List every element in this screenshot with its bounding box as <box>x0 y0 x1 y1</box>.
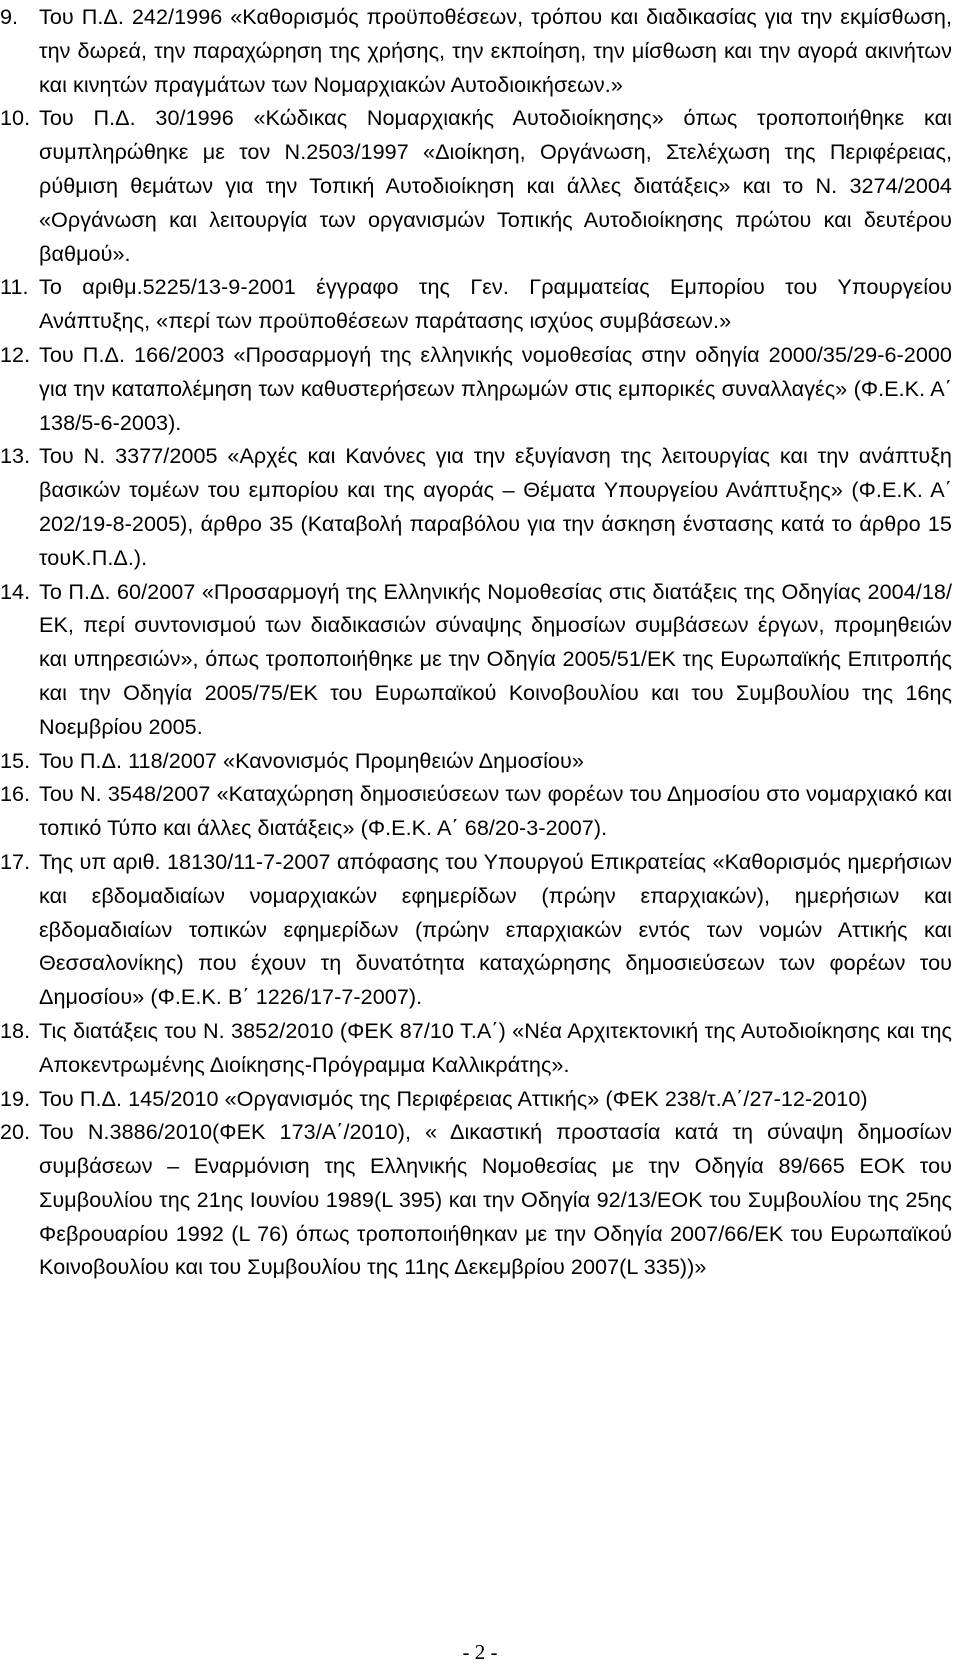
item-number: 14. <box>0 578 31 604</box>
item-number: 18. <box>0 1017 31 1043</box>
item-number: 12. <box>0 341 31 367</box>
item-text: Του Ν.3886/2010(ΦΕΚ 173/Α΄/2010), « Δικαστική προστασία κατά τη σύναψη δημοσίων συμβάσεων – Εναρμόνιση της Ελληνικής Νομοθεσίας με την Οδηγία 89/665 ΕΟΚ του Συμβουλίου της 21ης Ιουνίου 1989(L 395) και την Οδηγία 92/13/ΕΟΚ του Συμβουλίου της 25ης Φεβρουαρίου 1992 (L 76) όπως τροποποιήθηκαν με την Οδηγία 2007/66/ΕΚ του Ευρωπαϊκού Κοινοβουλίου και του Συμβουλίου της 11ης Δεκεμβρίου 2007(L 335))» <box>39 1119 952 1280</box>
item-number: 16. <box>0 781 31 807</box>
item-number: 19. <box>0 1085 31 1111</box>
item-number: 13. <box>0 443 31 469</box>
list-item <box>0 439 960 574</box>
item-number: 11. <box>0 274 29 300</box>
list-item <box>0 1014 960 1082</box>
item-text: Του Ν. 3548/2007 «Καταχώρηση δημοσιεύσεων των φορέων του Δημοσίου στο νομαρχιακό και τοπικό Τύπο και άλλες διατάξεις» (Φ.Ε.Κ. Α΄ 68/20-3-2007). <box>39 781 952 841</box>
list-item <box>0 744 960 778</box>
item-text: Του Π.Δ. 30/1996 «Κώδικας Νομαρχιακής Αυτοδιοίκησης» όπως τροποποιήθηκε και συμπληρώθηκε με τον Ν.2503/1997 «Διοίκηση, Οργάνωση, Στελέχωση της Περιφέρειας, ρύθμιση θεμάτων για την Τοπική Αυτοδιοίκηση και άλλες διατάξεις» και το Ν. 3274/2004 «Οργάνωση και λειτουργία των οργανισμών Τοπικής Αυτοδιοίκησης πρώτου και δευτέρου βαθμού». <box>39 105 952 266</box>
item-number: 15. <box>0 747 31 773</box>
list-item <box>0 0 960 101</box>
item-text: Του Π.Δ. 166/2003 «Προσαρμογή της ελληνικής νομοθεσίας στην οδηγία 2000/35/29-6-2000 για την καταπολέμηση των καθυστερήσεων πληρωμών στις εμπορικές συναλλαγές» (Φ.Ε.Κ. Α΄ 138/5-6-2003). <box>39 341 952 435</box>
list-item <box>0 1115 960 1284</box>
item-text: Της υπ αριθ. 18130/11-7-2007 απόφασης του Υπουργού Επικρατείας «Καθορισμός ημερήσιων και εβδομαδιαίων νομαρχιακών εφημερίδων (πρώην επαρχιακών), ημερήσιων και εβδομαδιαίων τοπικών εφημερίδων (πρώην επαρχιακών εντός των νομών Αττικής και Θεσσαλονίκης) που έχουν τη δυνατότητα καταχώρησης δημοσιεύσεων των φορέων του Δημοσίου» (Φ.Ε.Κ. Β΄ 1226/17-7-2007). <box>39 848 952 1010</box>
list-item <box>0 777 960 845</box>
page-number: - 2 - <box>462 1640 498 1664</box>
item-text: Του Π.Δ. 145/2010 «Οργανισμός της Περιφέρειας Αττικής» (ΦΕΚ 238/τ.Α΄/27-12-2010) <box>39 1085 868 1111</box>
item-text: Το Π.Δ. 60/2007 «Προσαρμογή της Ελληνικής Νομοθεσίας στις διατάξεις της Οδηγίας 2004/18/ΕΚ, περί συντονισμού των διαδικασιών σύναψης δημοσίων συμβάσεων έργων, προμηθειών και υπηρεσιών», όπως τροποποιήθηκε με την Οδηγία 2005/51/ΕΚ της Ευρωπαϊκής Επιτροπής και την Οδηγία 2005/75/ΕΚ του Ευρωπαϊκού Κοινοβουλίου και του Συμβουλίου της 16ης Νοεμβρίου 2005. <box>39 578 952 739</box>
item-text: Του Ν. 3377/2005 «Αρχές και Κανόνες για την εξυγίανση της λειτουργίας και την ανάπτυξη βασικών τομέων του εμπορίου και της αγοράς – Θέματα Υπουργείου Ανάπτυξης» (Φ.Ε.Κ. Α΄ 202/19-8-2005), άρθρο 35 (Καταβολή παραβόλου για την άσκηση ένστασης κατά το άρθρο 15 τουΚ.Π.Δ.). <box>39 443 952 570</box>
item-text: Του Π.Δ. 242/1996 «Καθορισμός προϋποθέσεων, τρόπου και διαδικασίας για την εκμίσθωση, την δωρεά, την παραχώρηση της χρήσης, την εκποίηση, την μίσθωση και την αγορά ακινήτων και κινητών πραγμάτων των Νομαρχιακών Αυτοδιοικήσεων.» <box>39 4 952 97</box>
item-number: 20. <box>0 1119 31 1145</box>
list-item <box>0 270 960 338</box>
item-text: Του Π.Δ. 118/2007 «Κανονισμός Προμηθειών Δημοσίου» <box>39 747 584 773</box>
list-item <box>0 575 960 744</box>
list-item <box>0 101 960 270</box>
list-item <box>0 338 960 439</box>
item-number: 17. <box>0 848 31 874</box>
item-number: 10. <box>0 105 31 131</box>
list-item <box>0 1082 960 1116</box>
item-text: Το αριθμ.5225/13-9-2001 έγγραφο της Γεν. Γραμματείας Εμπορίου του Υπουργείου Ανάπτυξης, «περί των προϋποθέσεων παράτασης ισχύος συμβάσεων.» <box>39 274 952 334</box>
list-item <box>0 845 960 1014</box>
item-text: Τις διατάξεις του Ν. 3852/2010 (ΦΕΚ 87/10 Τ.Α΄) «Νέα Αρχιτεκτονική της Αυτοδιοίκησης και της Αποκεντρωμένης Διοίκησης-Πρόγραμμα Καλλικράτης». <box>39 1017 952 1077</box>
item-number: 9. <box>0 4 19 29</box>
